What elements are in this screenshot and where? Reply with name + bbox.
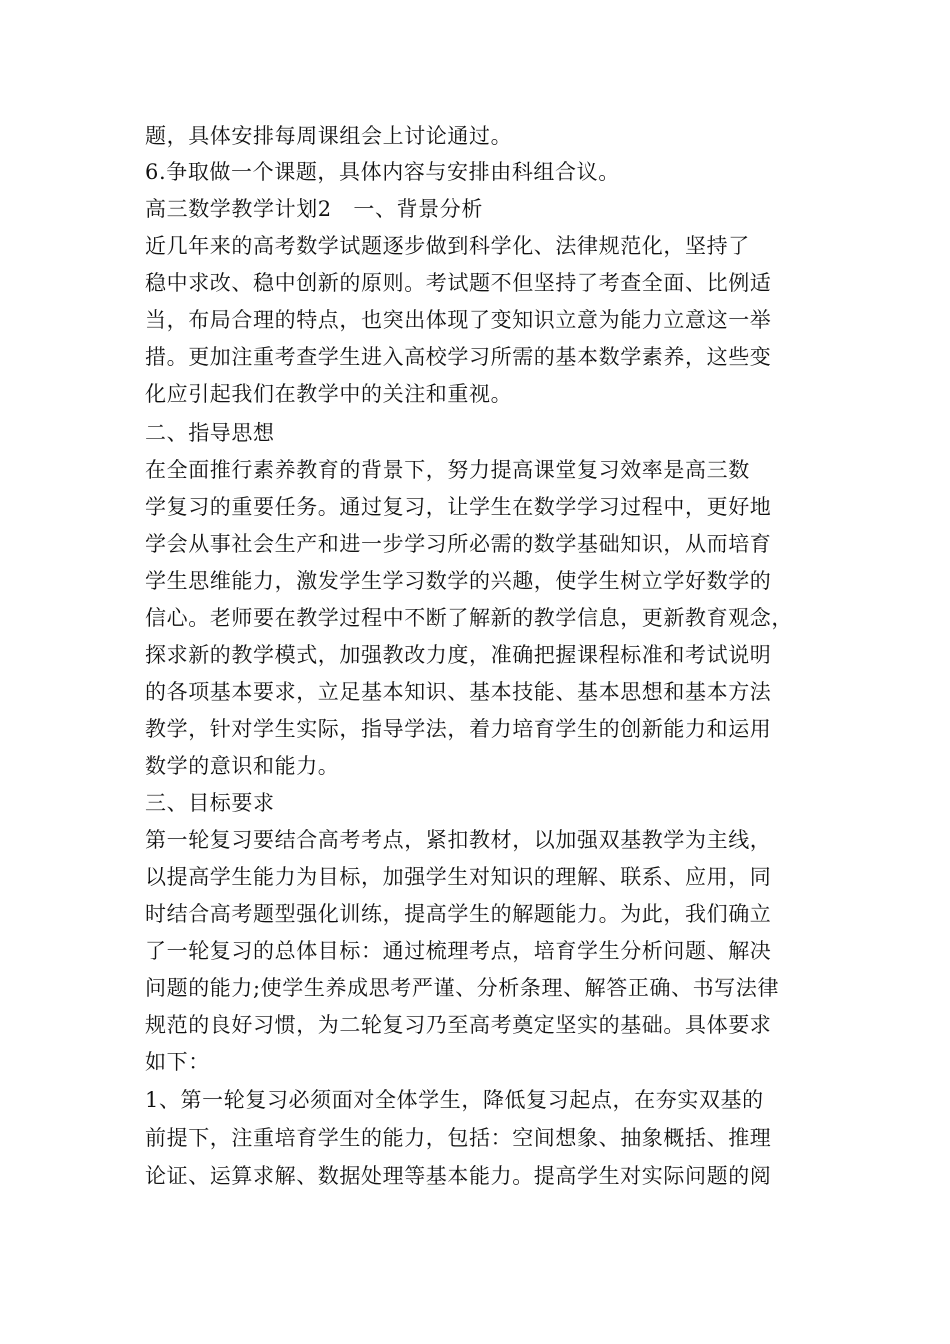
text-line: 的各项基本要求，立足基本知识、基本技能、基本思想和基本方法 bbox=[145, 680, 772, 704]
text-line: 教学，针对学生实际，指导学法，着力培育学生的创新能力和运用 bbox=[145, 717, 772, 741]
text-line: 题，具体安排每周课组会上讨论通过。 bbox=[145, 124, 513, 148]
text-line: 化应引起我们在教学中的关注和重视。 bbox=[145, 382, 513, 406]
text-line: 稳中求改、稳中创新的原则。考试题不但坚持了考查全面、比例适 bbox=[145, 271, 772, 295]
text-line: 规范的良好习惯，为二轮复习乃至高考奠定坚实的基础。具体要求 bbox=[145, 1013, 772, 1037]
text-line: 前提下，注重培育学生的能力，包括：空间想象、抽象概括、推理 bbox=[145, 1126, 772, 1150]
section-heading: 高三数学教学计划2 一、背景分析 bbox=[145, 197, 483, 221]
text-line: 以提高学生能力为目标，加强学生对知识的理解、联系、应用，同 bbox=[145, 865, 772, 889]
text-line: 1、第一轮复习必须面对全体学生，降低复习起点，在夯实双基的 bbox=[145, 1088, 764, 1112]
text-line: 6.争取做一个课题，具体内容与安排由科组合议。 bbox=[145, 160, 620, 184]
section-heading: 二、指导思想 bbox=[145, 421, 275, 445]
text-line: 在全面推行素养教育的背景下，努力提高课堂复习效率是高三数 bbox=[145, 458, 750, 482]
text-line: 了一轮复习的总体目标：通过梳理考点，培育学生分析问题、解决 bbox=[145, 939, 772, 963]
text-line: 时结合高考题型强化训练，提高学生的解题能力。为此，我们确立 bbox=[145, 902, 772, 926]
text-line: 问题的能力;使学生养成思考严谨、分析条理、解答正确、书写法律 bbox=[145, 976, 780, 1000]
text-line: 信心。老师要在教学过程中不断了解新的教学信息，更新教育观念， bbox=[145, 606, 793, 630]
text-line: 第一轮复习要结合高考考点，紧扣教材，以加强双基教学为主线， bbox=[145, 828, 772, 852]
text-line: 学生思维能力，激发学生学习数学的兴趣，使学生树立学好数学的 bbox=[145, 569, 772, 593]
text-line: 学复习的重要任务。通过复习，让学生在数学学习过程中，更好地 bbox=[145, 495, 772, 519]
text-line: 论证、运算求解、数据处理等基本能力。提高学生对实际问题的阅 bbox=[145, 1164, 772, 1188]
text-line: 学会从事社会生产和进一步学习所必需的数学基础知识，从而培育 bbox=[145, 532, 772, 556]
text-line: 探求新的教学模式，加强教改力度，准确把握课程标准和考试说明 bbox=[145, 643, 772, 667]
text-line: 措。更加注重考查学生进入高校学习所需的基本数学素养，这些变 bbox=[145, 345, 772, 369]
text-line: 如下： bbox=[145, 1050, 210, 1074]
text-line: 近几年来的高考数学试题逐步做到科学化、法律规范化，坚持了 bbox=[145, 234, 750, 258]
section-heading: 三、目标要求 bbox=[145, 791, 275, 815]
text-line: 当，布局合理的特点，也突出体现了变知识立意为能力立意这一举 bbox=[145, 308, 772, 332]
text-line: 数学的意识和能力。 bbox=[145, 754, 340, 778]
